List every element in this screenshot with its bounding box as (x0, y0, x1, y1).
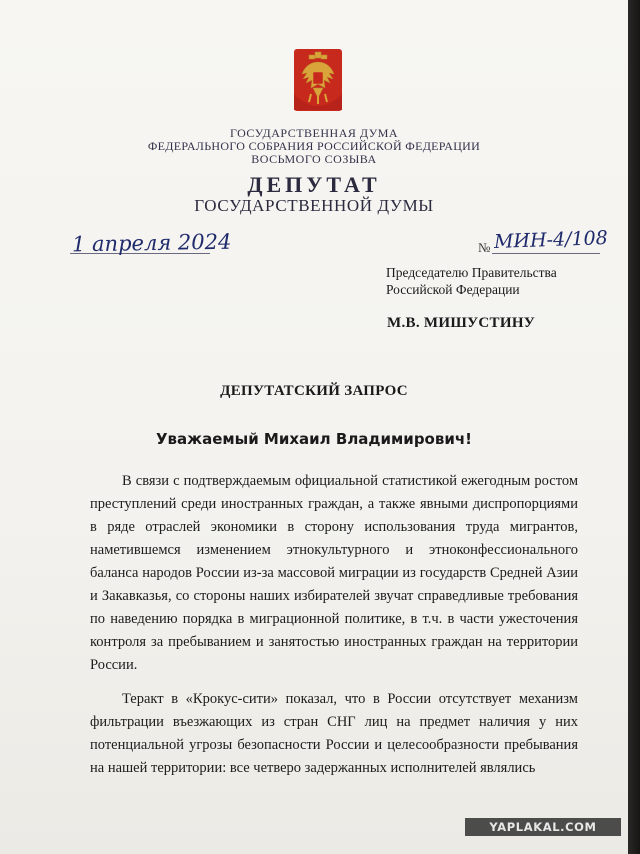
page-shadow-edge (628, 0, 640, 854)
number-underline (492, 253, 600, 254)
body-paragraph-2: Теракт в «Крокус-сити» показал, что в России отсутствует механизм фильтрации въезжающих из стран СНГ лиц на предмет наличия у них потенциальной угрозы безопасности России и целесообразности пребывания на нашей территории: все четверо задержанных исполнителей являлись (90, 691, 578, 776)
state-emblem-icon (293, 48, 343, 112)
document-title: ДЕПУТАТСКИЙ ЗАПРОС (220, 383, 408, 399)
site-watermark: YAPLAKAL.COM (465, 818, 621, 836)
header-subtitle: ГОСУДАРСТВЕННОЙ ДУМЫ (194, 196, 434, 215)
header-line-convocation: ВОСЬМОГО СОЗЫВА (251, 152, 377, 166)
addressee-country: Российской Федерации (386, 282, 520, 297)
number-label: № (478, 240, 491, 255)
greeting: Уважаемый Михаил Владимирович! (155, 430, 473, 448)
body-paragraph-1: В связи с подтверждаемым официальной статистикой ежегодным ростом преступлений среди иностранных граждан, а также явными диспропорциями в ряде отраслей экономики в сторону использования труда мигрантов, наметившемся изменением этнокультурного и этноконфессионального баланса народов России из-за массовой миграции из государств Средней Азии и Закавказья, со стороны наших избирателей звучат справедливые требования по наведению порядка в миграционной политике, в т.ч. в части ужесточения контроля за пребыванием и занятостью иностранных граждан на территории России. (90, 473, 578, 673)
handwritten-number: МИН-4/108 (493, 227, 609, 253)
document-body (90, 470, 578, 791)
addressee-position: Председателю Правительства (386, 265, 557, 280)
handwritten-date: 1 апреля 2024 (71, 229, 232, 257)
addressee-block (386, 264, 557, 298)
header-line-assembly: ФЕДЕРАЛЬНОГО СОБРАНИЯ РОССИЙСКОЙ ФЕДЕРАЦИИ (147, 139, 481, 153)
addressee-name: М.В. МИШУСТИНУ (387, 315, 536, 331)
header-line-duma: ГОСУДАРСТВЕННАЯ ДУМА (229, 126, 399, 140)
header-title: ДЕПУТАТ (247, 172, 381, 197)
